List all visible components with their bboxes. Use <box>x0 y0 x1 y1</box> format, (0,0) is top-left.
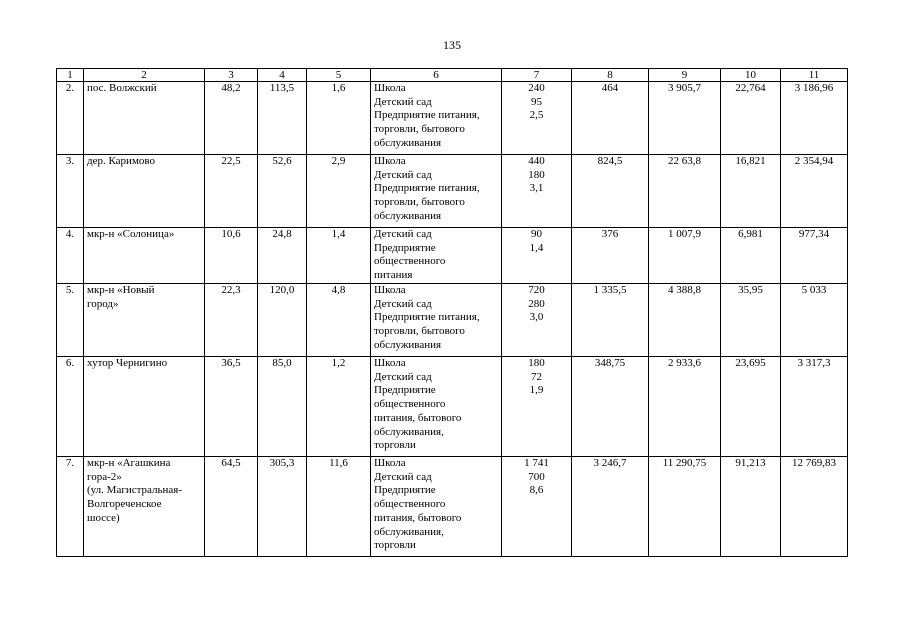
row-number-cell: 2. <box>57 82 84 155</box>
value-cell-8: 348,75 <box>572 357 649 457</box>
settlement-name-cell-line: Волгореченское <box>87 498 162 511</box>
settlement-name-cell <box>84 82 205 155</box>
value-cell-8: 824,5 <box>572 155 649 228</box>
value-cell-4: 120,0 <box>258 284 307 357</box>
capacity-list-cell-line: 240 <box>528 82 545 94</box>
value-cell-9: 2 933,6 <box>649 357 721 457</box>
facility-list-cell-line: Предприятие <box>374 484 436 497</box>
settlement-name-cell <box>84 228 205 284</box>
header-cell: 5 <box>307 69 371 82</box>
settlement-name-cell-line: дер. Каримово <box>87 155 156 167</box>
value-cell-3: 48,2 <box>205 82 258 155</box>
value-cell-4: 113,5 <box>258 82 307 155</box>
table-row <box>57 284 848 357</box>
settlement-name-cell-line: мкр-н «Агашкина <box>87 457 171 469</box>
facility-list-cell-line: Предприятие питания, <box>374 109 480 122</box>
facility-list-cell-line: питания <box>374 269 413 282</box>
header-cell: 1 <box>57 69 84 82</box>
value-cell-8: 3 246,7 <box>572 457 649 557</box>
capacity-list-cell <box>502 357 572 457</box>
table-row <box>57 82 848 155</box>
value-cell-5: 1,6 <box>307 82 371 155</box>
facility-list-cell-line: общественного <box>374 398 446 411</box>
table-row <box>57 155 848 228</box>
header-cell: 6 <box>371 69 502 82</box>
value-cell-10: 35,95 <box>721 284 781 357</box>
facility-list-cell-line: Детский сад <box>374 95 432 108</box>
capacity-list-cell-line: 3,0 <box>529 311 544 324</box>
capacity-list-cell-line: 700 <box>528 470 545 483</box>
facility-list-cell-line: обслуживания <box>374 209 442 222</box>
value-cell-9: 3 905,7 <box>649 82 721 155</box>
page-number: 135 <box>443 38 461 52</box>
value-cell-3: 36,5 <box>205 357 258 457</box>
facility-list-cell-line: Школа <box>374 155 406 167</box>
capacity-list-cell <box>502 457 572 557</box>
value-cell-11: 977,34 <box>781 228 848 284</box>
value-cell-8: 464 <box>572 82 649 155</box>
facility-list-cell-line: Предприятие <box>374 384 436 397</box>
capacity-list-cell-line: 8,6 <box>529 484 544 497</box>
facility-list-cell <box>371 155 502 228</box>
data-table <box>56 68 848 557</box>
settlement-name-cell-line: город» <box>87 297 119 310</box>
value-cell-10: 16,821 <box>721 155 781 228</box>
facility-list-cell <box>371 82 502 155</box>
capacity-list-cell <box>502 82 572 155</box>
value-cell-4: 85,0 <box>258 357 307 457</box>
row-number-cell: 4. <box>57 228 84 284</box>
settlement-name-cell-line: мкр-н «Солоница» <box>87 228 175 240</box>
settlement-name-cell-line: пос. Волжский <box>87 82 157 94</box>
facility-list-cell-line: питания, бытового <box>374 511 462 524</box>
header-cell: 11 <box>781 69 848 82</box>
facility-list-cell-line: обслуживания <box>374 338 442 351</box>
facility-list-cell-line: торговли <box>374 539 416 552</box>
settlement-name-cell-line: шоссе) <box>87 511 120 524</box>
capacity-list-cell <box>502 284 572 357</box>
table-row <box>57 457 848 557</box>
row-number-cell: 3. <box>57 155 84 228</box>
facility-list-cell-line: торговли, бытового <box>374 325 465 338</box>
facility-list-cell-line: Детский сад <box>374 297 432 310</box>
value-cell-11: 3 186,96 <box>781 82 848 155</box>
facility-list-cell-line: обслуживания <box>374 136 442 149</box>
value-cell-11: 3 317,3 <box>781 357 848 457</box>
value-cell-11: 5 033 <box>781 284 848 357</box>
capacity-list-cell-line: 180 <box>528 357 545 369</box>
value-cell-5: 4,8 <box>307 284 371 357</box>
header-cell: 3 <box>205 69 258 82</box>
capacity-list-cell <box>502 155 572 228</box>
value-cell-3: 10,6 <box>205 228 258 284</box>
header-cell: 9 <box>649 69 721 82</box>
value-cell-9: 22 63,8 <box>649 155 721 228</box>
header-cell: 8 <box>572 69 649 82</box>
capacity-list-cell-line: 3,1 <box>529 182 544 195</box>
facility-list-cell-line: Детский сад <box>374 228 432 240</box>
capacity-list-cell-line: 280 <box>528 297 545 310</box>
capacity-list-cell-line: 180 <box>528 168 545 181</box>
settlement-name-cell-line: (ул. Магистральная- <box>87 484 183 497</box>
value-cell-3: 64,5 <box>205 457 258 557</box>
facility-list-cell-line: Детский сад <box>374 470 432 483</box>
facility-list-cell-line: питания, бытового <box>374 411 462 424</box>
facility-list-cell-line: торговли <box>374 439 416 452</box>
value-cell-10: 22,764 <box>721 82 781 155</box>
facility-list-cell-line: Предприятие <box>374 241 436 254</box>
capacity-list-cell-line: 72 <box>531 370 542 383</box>
facility-list-cell-line: общественного <box>374 255 446 268</box>
value-cell-9: 1 007,9 <box>649 228 721 284</box>
settlement-name-cell-line: мкр-н «Новый <box>87 284 155 296</box>
header-cell: 4 <box>258 69 307 82</box>
facility-list-cell-line: Школа <box>374 357 406 369</box>
value-cell-5: 2,9 <box>307 155 371 228</box>
facility-list-cell-line: Предприятие питания, <box>374 311 480 324</box>
settlement-name-cell <box>84 457 205 557</box>
value-cell-10: 23,695 <box>721 357 781 457</box>
facility-list-cell-line: общественного <box>374 498 446 511</box>
header-cell: 10 <box>721 69 781 82</box>
value-cell-11: 2 354,94 <box>781 155 848 228</box>
facility-list-cell-line: Детский сад <box>374 168 432 181</box>
facility-list-cell <box>371 357 502 457</box>
settlement-name-cell-line: хутор Чернигино <box>87 357 168 369</box>
facility-list-cell-line: Школа <box>374 284 406 296</box>
value-cell-5: 11,6 <box>307 457 371 557</box>
facility-list-cell-line: обслуживания, <box>374 425 444 438</box>
settlement-name-cell <box>84 357 205 457</box>
value-cell-9: 11 290,75 <box>649 457 721 557</box>
capacity-list-cell-line: 720 <box>528 284 545 296</box>
facility-list-cell-line: Детский сад <box>374 370 432 383</box>
value-cell-10: 6,981 <box>721 228 781 284</box>
header-cell: 2 <box>84 69 205 82</box>
facility-list-cell <box>371 284 502 357</box>
value-cell-8: 1 335,5 <box>572 284 649 357</box>
facility-list-cell-line: Предприятие питания, <box>374 182 480 195</box>
header-cell: 7 <box>502 69 572 82</box>
capacity-list-cell-line: 95 <box>531 95 542 108</box>
table-header-row <box>57 69 848 82</box>
facility-list-cell-line: торговли, бытового <box>374 196 465 209</box>
value-cell-4: 24,8 <box>258 228 307 284</box>
value-cell-4: 52,6 <box>258 155 307 228</box>
capacity-list-cell-line: 2,5 <box>529 109 544 122</box>
row-number-cell: 7. <box>57 457 84 557</box>
settlement-name-cell <box>84 155 205 228</box>
value-cell-5: 1,2 <box>307 357 371 457</box>
capacity-list-cell-line: 90 <box>531 228 542 240</box>
capacity-list-cell <box>502 228 572 284</box>
value-cell-3: 22,3 <box>205 284 258 357</box>
facility-list-cell <box>371 457 502 557</box>
table-row <box>57 357 848 457</box>
capacity-list-cell-line: 1,4 <box>529 241 544 254</box>
facility-list-cell-line: Школа <box>374 82 406 94</box>
facility-list-cell <box>371 228 502 284</box>
value-cell-8: 376 <box>572 228 649 284</box>
capacity-list-cell-line: 440 <box>528 155 545 167</box>
row-number-cell: 6. <box>57 357 84 457</box>
facility-list-cell-line: обслуживания, <box>374 525 444 538</box>
settlement-name-cell <box>84 284 205 357</box>
capacity-list-cell-line: 1,9 <box>529 384 544 397</box>
value-cell-4: 305,3 <box>258 457 307 557</box>
value-cell-10: 91,213 <box>721 457 781 557</box>
value-cell-5: 1,4 <box>307 228 371 284</box>
capacity-list-cell-line: 1 741 <box>524 457 549 469</box>
row-number-cell: 5. <box>57 284 84 357</box>
settlement-name-cell-line: гора-2» <box>87 470 122 483</box>
value-cell-9: 4 388,8 <box>649 284 721 357</box>
facility-list-cell-line: торговли, бытового <box>374 123 465 136</box>
value-cell-11: 12 769,83 <box>781 457 848 557</box>
table-row <box>57 228 848 284</box>
facility-list-cell-line: Школа <box>374 457 406 469</box>
value-cell-3: 22,5 <box>205 155 258 228</box>
